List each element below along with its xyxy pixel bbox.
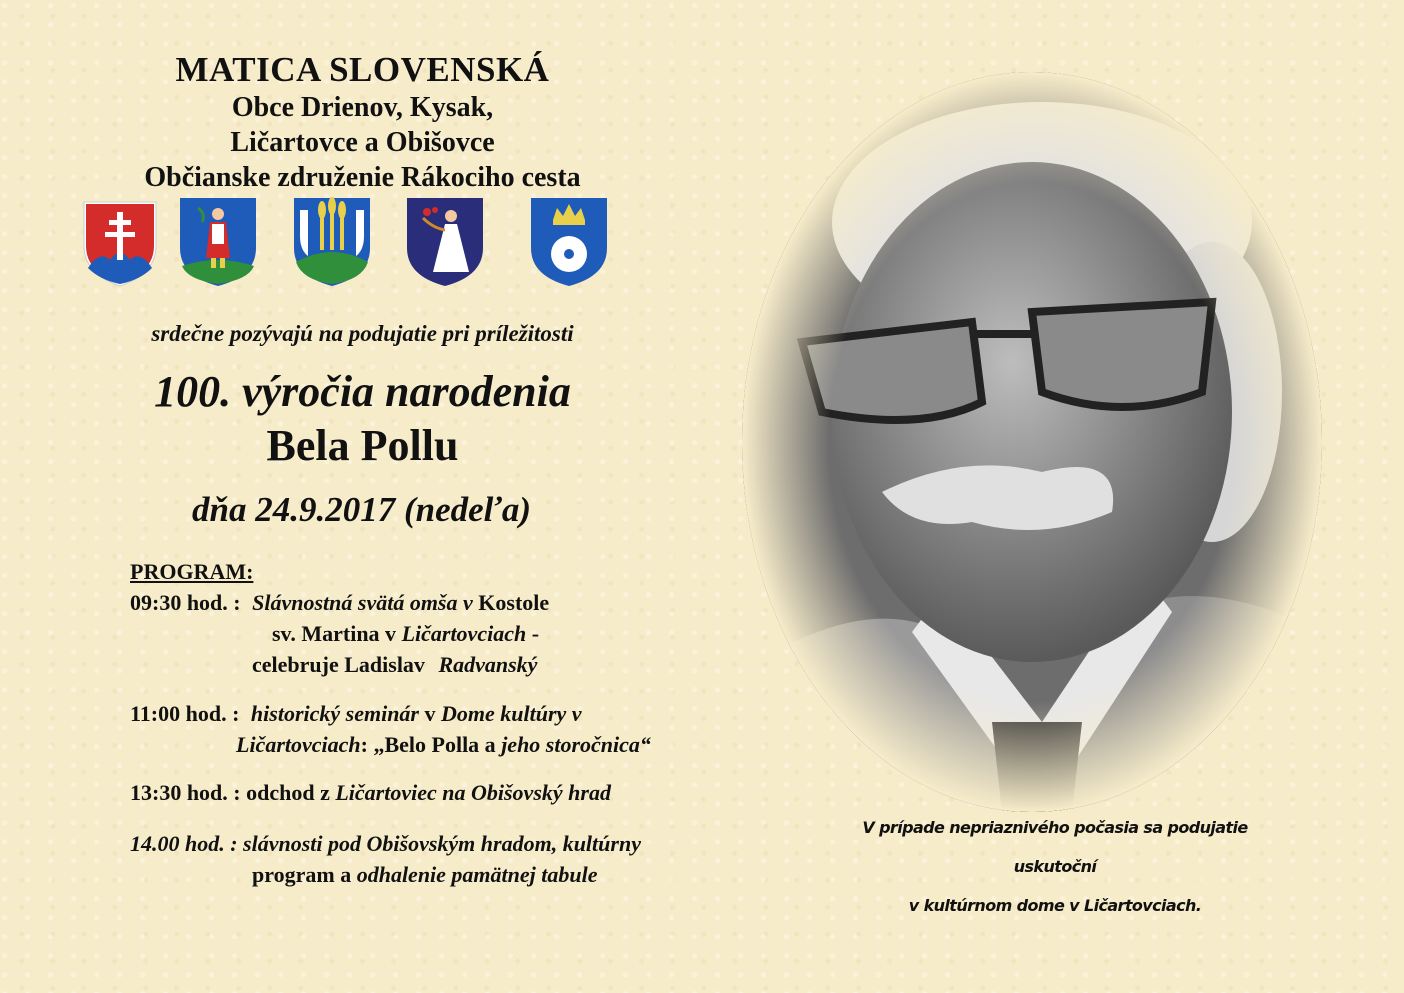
drienov-crest-icon [178,196,258,288]
program-item-1-line-3: celebruje Ladislav Radvanský [252,652,538,677]
program-item-3: 13:30 hod. : odchod z Ličartoviec na Obišovský hrad [130,780,611,805]
program-item-2-time: 11:00 hod. : [130,701,240,726]
invitation-text: srdečne pozývajú na podujatie pri príležitosti [151,321,574,346]
honoree-name: Bela Pollu [266,421,459,470]
licartovce-crest-icon [405,196,485,288]
program-item-4-line-1: 14.00 hod. : slávnosti pod Obišovským hradom, kultúrny [130,831,641,856]
obisovce-crest-icon [529,196,609,288]
kysak-crest-icon [292,196,372,288]
program-item-1-time: 09:30 hod. : [130,590,241,615]
event-date: dňa 24.9.2017 (nedeľa) [192,490,532,529]
anniversary-title: 100. výročia narodenia [154,367,571,416]
municipalities-line-2: Ličartovce a Obišovce [230,127,495,158]
slovak-double-cross-crest-icon [80,196,160,288]
org-title: MATICA SLOVENSKÁ [175,50,550,89]
weather-note-line-1: V prípade nepriaznivého počasia sa podujatie uskutoční [862,818,1248,876]
association-line: Občianske združenie Rákociho cesta [144,162,581,193]
municipalities-line-1: Obce Drienov, Kysak, [231,92,494,123]
program-item-4-line-2: program a odhalenie pamätnej tabule [252,862,598,887]
program-heading: PROGRAM: [130,559,254,584]
program-item-3-time: 13:30 hod. : odchod z [130,780,330,805]
program-item-2-line-2: Ličartovciach: „Belo Polla a jeho storočnica“ [236,732,651,757]
weather-note [830,808,1280,925]
weather-note-line-2: v kultúrnom dome v Ličartovciach. [908,896,1202,915]
program-item-1-line-1: 09:30 hod. : Slávnostná svätá omša v Kostole [130,590,550,615]
program-item-1-line-2: sv. Martina v Ličartovciach - [272,621,540,646]
portrait-photo-icon [742,72,1322,812]
program-item-2-line-1: 11:00 hod. : historický seminár v Dome kultúry v [130,701,582,726]
